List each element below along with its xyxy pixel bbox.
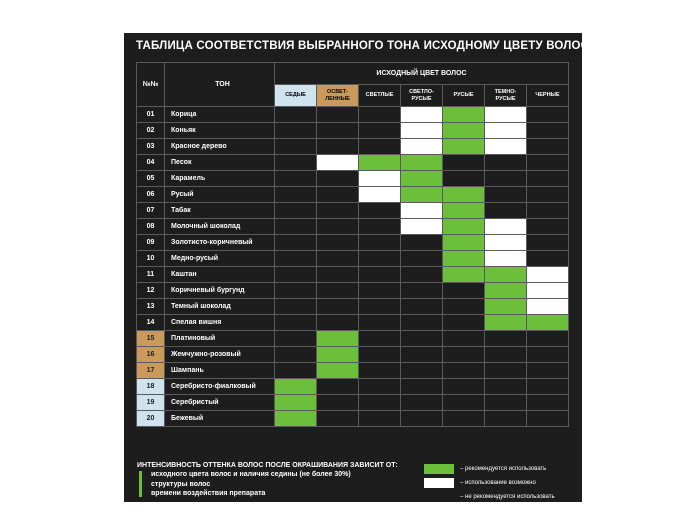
compat-cell-possible (527, 283, 569, 299)
compat-cell-recommended (485, 267, 527, 283)
compat-cell-not-recommended (359, 331, 401, 347)
compat-cell-possible (359, 187, 401, 203)
compat-cell-recommended (317, 363, 359, 379)
compat-cell-not-recommended (527, 363, 569, 379)
compatibility-table (136, 62, 569, 427)
compat-cell-recommended (359, 155, 401, 171)
compat-cell-not-recommended (359, 347, 401, 363)
compat-cell-possible (485, 123, 527, 139)
footer-heading: ИНТЕНСИВНОСТЬ ОТТЕНКА ВОЛОС ПОСЛЕ ОКРАШИВАНИЯ ЗАВИСИТ ОТ: (137, 462, 398, 469)
tone-name: Платиновый (165, 331, 275, 347)
compat-cell-recommended (401, 171, 443, 187)
compat-cell-recommended (275, 395, 317, 411)
row-number: 10 (137, 251, 165, 267)
compat-cell-possible (485, 107, 527, 123)
compat-cell-possible (485, 235, 527, 251)
compat-cell-not-recommended (527, 203, 569, 219)
compat-cell-recommended (443, 203, 485, 219)
tone-name: Корица (165, 107, 275, 123)
compat-cell-possible (359, 171, 401, 187)
compat-cell-not-recommended (359, 139, 401, 155)
compat-cell-not-recommended (359, 363, 401, 379)
tone-name: Шампань (165, 363, 275, 379)
compat-cell-not-recommended (485, 155, 527, 171)
table-row (137, 283, 569, 299)
column-header: СВЕТЛО-РУСЫЕ (401, 85, 443, 107)
row-number: 11 (137, 267, 165, 283)
row-number: 19 (137, 395, 165, 411)
compat-cell-not-recommended (317, 187, 359, 203)
compat-cell-recommended (443, 123, 485, 139)
compat-cell-not-recommended (317, 219, 359, 235)
legend-item-possible (424, 476, 555, 489)
compat-cell-not-recommended (443, 379, 485, 395)
compat-cell-not-recommended (359, 123, 401, 139)
table-row (137, 155, 569, 171)
compat-cell-not-recommended (527, 331, 569, 347)
compat-cell-not-recommended (317, 139, 359, 155)
column-header: ОСВЕТ-ЛЕННЫЕ (317, 85, 359, 107)
compat-cell-not-recommended (317, 299, 359, 315)
legend-item-recommended (424, 462, 555, 475)
compat-cell-not-recommended (359, 107, 401, 123)
compat-cell-not-recommended (485, 363, 527, 379)
compat-cell-possible (401, 139, 443, 155)
compat-cell-recommended (485, 283, 527, 299)
legend-label: – рекомендуется использовать (460, 465, 547, 472)
compat-cell-not-recommended (275, 347, 317, 363)
compat-cell-not-recommended (485, 171, 527, 187)
compat-cell-not-recommended (443, 363, 485, 379)
factor-item: структуры волос (151, 480, 211, 488)
compat-cell-recommended (317, 331, 359, 347)
tone-name: Бежевый (165, 411, 275, 427)
compat-cell-not-recommended (443, 347, 485, 363)
row-number: 09 (137, 235, 165, 251)
compat-cell-recommended (443, 235, 485, 251)
compat-cell-not-recommended (275, 187, 317, 203)
legend-item-not-recommended (424, 490, 555, 503)
compat-cell-not-recommended (443, 315, 485, 331)
row-number: 01 (137, 107, 165, 123)
compat-cell-not-recommended (443, 155, 485, 171)
compat-cell-not-recommended (275, 155, 317, 171)
compat-cell-not-recommended (401, 267, 443, 283)
compat-cell-not-recommended (275, 267, 317, 283)
compat-cell-not-recommended (401, 299, 443, 315)
compat-cell-not-recommended (275, 283, 317, 299)
compat-cell-not-recommended (317, 235, 359, 251)
compat-cell-not-recommended (401, 283, 443, 299)
compat-cell-not-recommended (317, 395, 359, 411)
compat-cell-not-recommended (401, 363, 443, 379)
compat-cell-not-recommended (317, 411, 359, 427)
compat-cell-not-recommended (359, 235, 401, 251)
table-row (137, 251, 569, 267)
legend-swatch-not-recommended (424, 492, 454, 502)
compat-cell-not-recommended (317, 379, 359, 395)
compat-cell-not-recommended (485, 379, 527, 395)
compat-cell-not-recommended (317, 203, 359, 219)
compat-cell-not-recommended (275, 219, 317, 235)
table-row (137, 363, 569, 379)
tone-name: Карамель (165, 171, 275, 187)
compat-cell-not-recommended (527, 379, 569, 395)
tone-name: Молочный шоколад (165, 219, 275, 235)
compat-cell-not-recommended (485, 347, 527, 363)
compat-cell-not-recommended (275, 171, 317, 187)
compat-cell-not-recommended (401, 235, 443, 251)
table-row (137, 331, 569, 347)
compat-cell-recommended (317, 347, 359, 363)
compat-cell-not-recommended (317, 171, 359, 187)
compat-cell-not-recommended (359, 395, 401, 411)
compat-cell-not-recommended (527, 251, 569, 267)
compat-cell-not-recommended (527, 235, 569, 251)
tone-name: Коньяк (165, 123, 275, 139)
tone-name: Золотисто-коричневый (165, 235, 275, 251)
table-row (137, 235, 569, 251)
compat-cell-not-recommended (275, 363, 317, 379)
row-number: 18 (137, 379, 165, 395)
compat-cell-not-recommended (359, 299, 401, 315)
factor-accent-bar (139, 471, 142, 497)
tone-name: Каштан (165, 267, 275, 283)
row-number: 08 (137, 219, 165, 235)
row-number: 07 (137, 203, 165, 219)
compat-cell-not-recommended (401, 347, 443, 363)
compat-cell-possible (527, 267, 569, 283)
compat-cell-not-recommended (485, 395, 527, 411)
legend (424, 462, 555, 504)
compat-cell-not-recommended (359, 251, 401, 267)
row-number: 03 (137, 139, 165, 155)
compat-cell-not-recommended (359, 219, 401, 235)
legend-swatch-possible (424, 478, 454, 488)
compat-cell-recommended (485, 315, 527, 331)
table-row (137, 219, 569, 235)
compat-cell-recommended (401, 155, 443, 171)
compat-cell-not-recommended (359, 267, 401, 283)
table-row (137, 203, 569, 219)
compat-cell-not-recommended (359, 203, 401, 219)
compat-cell-not-recommended (443, 331, 485, 347)
table-row (137, 123, 569, 139)
compat-cell-recommended (443, 187, 485, 203)
tone-name: Спелая вишня (165, 315, 275, 331)
compat-cell-not-recommended (527, 187, 569, 203)
factor-list (151, 470, 398, 499)
compat-cell-possible (527, 299, 569, 315)
table-row (137, 315, 569, 331)
compat-cell-recommended (443, 107, 485, 123)
compat-cell-not-recommended (443, 411, 485, 427)
row-number: 04 (137, 155, 165, 171)
table-row (137, 139, 569, 155)
compat-cell-not-recommended (401, 331, 443, 347)
compat-cell-not-recommended (275, 139, 317, 155)
compat-cell-recommended (443, 267, 485, 283)
tone-name: Русый (165, 187, 275, 203)
factor-item: исходного цвета волос и наличия седины (не более 30%) (151, 471, 351, 478)
table-row (137, 395, 569, 411)
compat-cell-not-recommended (275, 107, 317, 123)
compat-cell-recommended (443, 219, 485, 235)
compat-cell-not-recommended (485, 203, 527, 219)
compat-cell-recommended (527, 315, 569, 331)
compat-cell-not-recommended (443, 283, 485, 299)
compat-cell-possible (401, 123, 443, 139)
footer-note (137, 462, 398, 499)
column-header: РУСЫЕ (443, 85, 485, 107)
table-row (137, 187, 569, 203)
row-number: 14 (137, 315, 165, 331)
tone-name: Серебристо-фиалковый (165, 379, 275, 395)
compat-cell-not-recommended (359, 315, 401, 331)
tone-name: Жемчужно-розовый (165, 347, 275, 363)
legend-label: – не рекомендуется использовать (460, 493, 555, 500)
compat-cell-not-recommended (317, 283, 359, 299)
compat-cell-not-recommended (275, 315, 317, 331)
compat-cell-not-recommended (359, 379, 401, 395)
row-number: 13 (137, 299, 165, 315)
compat-cell-not-recommended (275, 235, 317, 251)
compat-cell-not-recommended (485, 187, 527, 203)
compat-cell-not-recommended (401, 395, 443, 411)
compat-cell-not-recommended (359, 283, 401, 299)
tone-name: Темный шоколад (165, 299, 275, 315)
compat-cell-possible (401, 107, 443, 123)
compat-cell-not-recommended (275, 203, 317, 219)
compat-cell-not-recommended (527, 395, 569, 411)
table-row (137, 299, 569, 315)
row-number: 06 (137, 187, 165, 203)
table-row (137, 379, 569, 395)
table-row (137, 171, 569, 187)
compat-cell-not-recommended (527, 411, 569, 427)
compat-cell-possible (485, 219, 527, 235)
tone-header: ТОН (165, 63, 275, 107)
compat-cell-not-recommended (527, 107, 569, 123)
compat-cell-not-recommended (275, 331, 317, 347)
compat-cell-not-recommended (443, 171, 485, 187)
tone-name: Красное дерево (165, 139, 275, 155)
row-number: 12 (137, 283, 165, 299)
row-number: 15 (137, 331, 165, 347)
factor-item: времени воздействия препарата (151, 490, 266, 497)
compat-cell-not-recommended (275, 123, 317, 139)
tone-name: Коричневый бургунд (165, 283, 275, 299)
compat-cell-not-recommended (485, 331, 527, 347)
compat-cell-not-recommended (527, 123, 569, 139)
column-header: ТЕМНО-РУСЫЕ (485, 85, 527, 107)
page-title: ТАБЛИЦА СООТВЕТСТВИЯ ВЫБРАННОГО ТОНА ИСХОДНОМУ ЦВЕТУ ВОЛОС (136, 40, 590, 52)
compat-cell-recommended (443, 139, 485, 155)
compat-cell-not-recommended (317, 315, 359, 331)
table-row (137, 267, 569, 283)
compat-cell-not-recommended (527, 139, 569, 155)
tone-name: Песок (165, 155, 275, 171)
compat-cell-not-recommended (401, 411, 443, 427)
compat-cell-not-recommended (275, 299, 317, 315)
row-number: 05 (137, 171, 165, 187)
compat-cell-not-recommended (443, 395, 485, 411)
compat-cell-not-recommended (443, 299, 485, 315)
column-header: СВЕТЛЫЕ (359, 85, 401, 107)
column-header: СЕДЫЕ (275, 85, 317, 107)
compat-cell-not-recommended (527, 155, 569, 171)
table-row (137, 347, 569, 363)
row-number: 02 (137, 123, 165, 139)
compat-cell-possible (485, 139, 527, 155)
compat-cell-recommended (275, 379, 317, 395)
column-header: ЧЕРНЫЕ (527, 85, 569, 107)
compat-cell-possible (485, 251, 527, 267)
legend-swatch-recommended (424, 464, 454, 474)
compat-cell-recommended (485, 299, 527, 315)
tone-name: Табак (165, 203, 275, 219)
source-color-header: ИСХОДНЫЙ ЦВЕТ ВОЛОС (275, 63, 569, 85)
table-body (137, 107, 569, 427)
compat-cell-not-recommended (485, 411, 527, 427)
compat-cell-possible (401, 203, 443, 219)
table-row (137, 107, 569, 123)
compat-cell-recommended (443, 251, 485, 267)
row-number: 20 (137, 411, 165, 427)
compat-cell-recommended (401, 187, 443, 203)
compat-cell-not-recommended (401, 315, 443, 331)
compat-cell-not-recommended (317, 123, 359, 139)
compat-cell-not-recommended (527, 171, 569, 187)
compat-cell-not-recommended (401, 379, 443, 395)
compat-cell-not-recommended (317, 267, 359, 283)
legend-label: – использование возможно (460, 479, 536, 486)
compat-cell-not-recommended (275, 251, 317, 267)
row-number: 17 (137, 363, 165, 379)
compat-cell-not-recommended (317, 251, 359, 267)
compat-cell-possible (317, 155, 359, 171)
compat-cell-not-recommended (401, 251, 443, 267)
compat-cell-not-recommended (527, 219, 569, 235)
compat-cell-recommended (275, 411, 317, 427)
num-header: №№ (137, 63, 165, 107)
tone-name: Медно-русый (165, 251, 275, 267)
row-number: 16 (137, 347, 165, 363)
table-row (137, 411, 569, 427)
compat-cell-not-recommended (317, 107, 359, 123)
compat-cell-possible (401, 219, 443, 235)
compat-cell-not-recommended (527, 347, 569, 363)
compat-cell-not-recommended (359, 411, 401, 427)
tone-name: Серебристый (165, 395, 275, 411)
